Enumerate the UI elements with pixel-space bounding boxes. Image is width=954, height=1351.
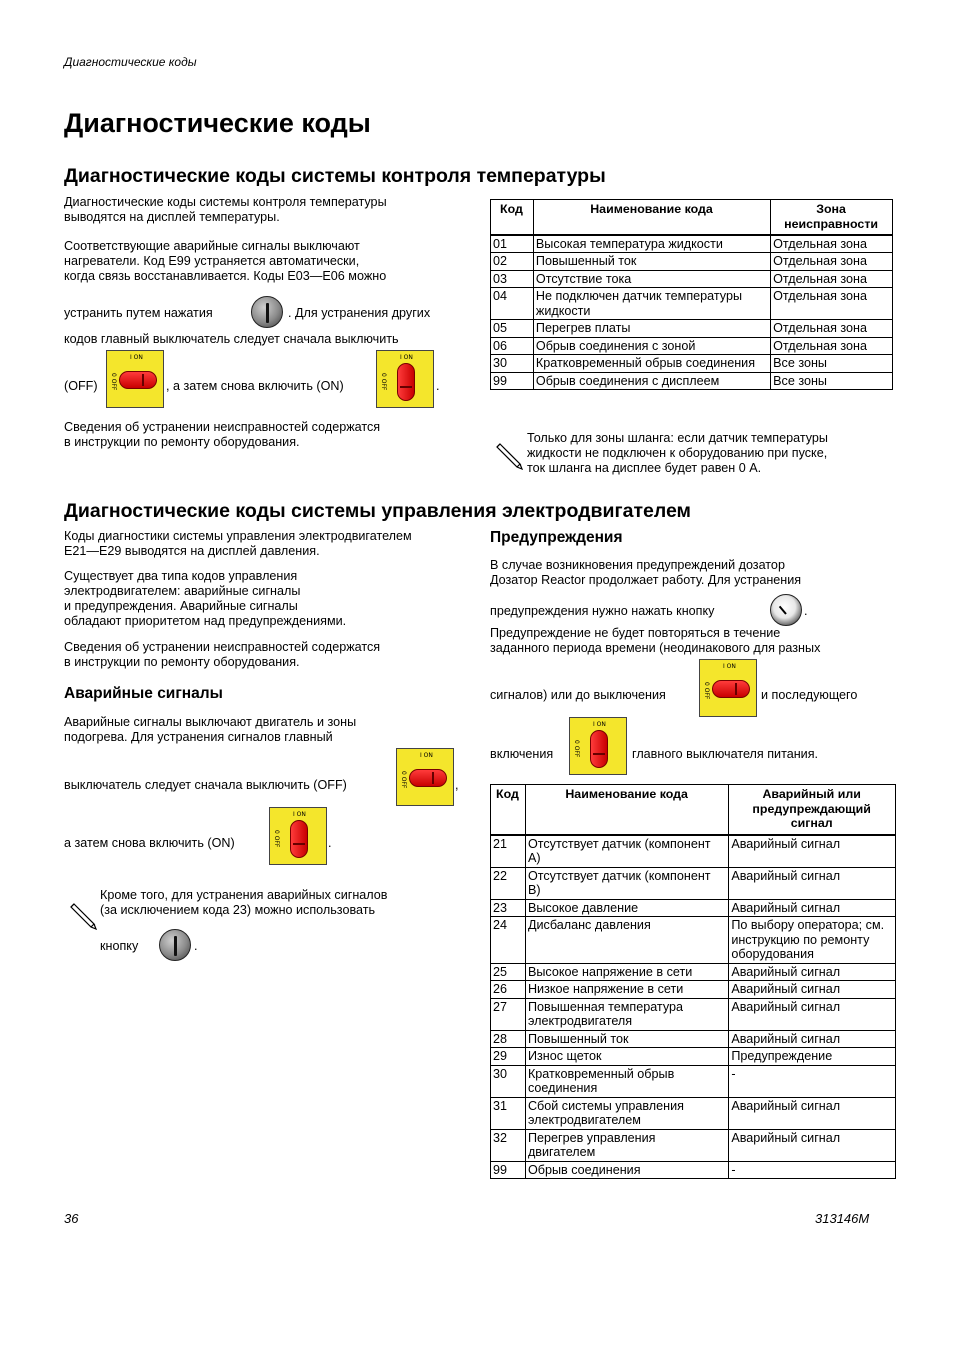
temp-reset-text-b: . Для устранения других xyxy=(288,306,431,320)
main-switch-on-icon[interactable]: I ON 0 OFF xyxy=(569,717,627,775)
temp-period: . xyxy=(436,379,440,393)
motor-codes-table xyxy=(490,784,896,1179)
gauge-button-icon[interactable] xyxy=(770,594,802,626)
table-row: 29 Износ щеток Предупреждение xyxy=(491,1048,896,1066)
alarms-on-text: а затем снова включить (ON) xyxy=(64,836,235,850)
main-switch-on-icon[interactable]: I ON 0 OFF xyxy=(269,807,327,865)
alarms-title: Аварийные сигналы xyxy=(64,685,223,702)
table-row: 02 Повышенный ток Отдельная зона xyxy=(491,253,893,271)
table-row: 30 Кратковременный обрыв соединения - xyxy=(491,1065,896,1097)
table-row: 99 Обрыв соединения с дисплеем Все зоны xyxy=(491,372,893,390)
warnings-off-text: сигналов) или до выключения xyxy=(490,688,666,702)
warnings-main-switch-text: главного выключателя питания. xyxy=(632,747,819,761)
temp-section-title: Диагностические коды системы контроля температуры xyxy=(64,165,606,187)
page-number: 36 xyxy=(64,1211,79,1226)
alarms-note: Кроме того, для устранения аварийных сигналов (за исключением кода 23) можно использовать xyxy=(100,888,388,917)
table-row: 28 Повышенный ток Аварийный сигнал xyxy=(491,1030,896,1048)
alarms-text: Аварийные сигналы выключают двигатель и зоны подогрева. Для устранения сигналов главный xyxy=(64,715,357,744)
table-row: 22 Отсутствует датчик (компонент В) Аварийный сигнал xyxy=(491,867,896,899)
table-header: Наименование кода xyxy=(533,200,770,235)
reset-knob-icon[interactable] xyxy=(251,296,283,328)
alarms-comma: , xyxy=(455,778,459,792)
table-row: 31 Сбой системы управления электродвигателем Аварийный сигнал xyxy=(491,1097,896,1129)
main-switch-off-icon[interactable]: I ON 0 OFF xyxy=(106,350,164,408)
table-row: 32 Перегрев управления двигателем Аварийный сигнал xyxy=(491,1129,896,1161)
alarms-note-period: . xyxy=(194,939,198,953)
page-title: Диагностические коды xyxy=(64,108,371,138)
table-row: 05 Перегрев платы Отдельная зона xyxy=(491,320,893,338)
pencil-note-icon xyxy=(68,900,98,930)
table-row: 27 Повышенная температура электродвигателя Аварийный сигнал xyxy=(491,998,896,1030)
table-row: 26 Низкое напряжение в сети Аварийный сигнал xyxy=(491,981,896,999)
alarms-period: . xyxy=(328,836,332,850)
warnings-title: Предупреждения xyxy=(490,529,623,546)
temp-main-switch-text: кодов главный выключатель следует сначала выключить xyxy=(64,332,399,346)
motor-section-title: Диагностические коды системы управления электродвигателем xyxy=(64,500,691,522)
alarms-note-button-text: кнопку xyxy=(100,939,139,953)
table-row: 30 Кратковременный обрыв соединения Все зоны xyxy=(491,355,893,373)
table-row: 06 Обрыв соединения с зоной Отдельная зона xyxy=(491,337,893,355)
table-header: Наименование кода xyxy=(525,785,728,835)
warnings-period: . xyxy=(804,604,808,618)
main-switch-off-icon[interactable]: I ON 0 OFF xyxy=(699,659,757,717)
doc-number: 313146M xyxy=(815,1211,870,1226)
table-row: 99 Обрыв соединения - xyxy=(491,1161,896,1179)
temp-alarm-text: Соответствующие аварийные сигналы выключают нагреватели. Код Е99 устраняется автоматически, когда связь восстанавливается. Коды Е03—Е06 можно xyxy=(64,239,387,283)
pencil-note-icon xyxy=(494,440,524,470)
temp-intro: Диагностические коды системы контроля температуры выводятся на дисплей температуры. xyxy=(64,195,387,224)
table-row: 21 Отсутствует датчик (компонент А) Аварийный сигнал xyxy=(491,835,896,868)
table-row: 25 Высокое напряжение в сети Аварийный сигнал xyxy=(491,963,896,981)
table-row: 23 Высокое давление Аварийный сигнал xyxy=(491,899,896,917)
table-header: Код xyxy=(491,785,526,835)
temp-off-text: (OFF) xyxy=(64,379,98,393)
temp-reset-text-a: устранить путем нажатия xyxy=(64,306,213,320)
table-row: 24 Дисбаланс давления По выбору оператора; см. инструкцию по ремонту оборудования xyxy=(491,917,896,964)
motor-repair-note: Сведения об устранении неисправностей содержатся в инструкции по ремонту оборудования. xyxy=(64,640,381,669)
table-header: Код xyxy=(491,200,534,235)
temp-on-text: , а затем снова включить (ON) xyxy=(166,379,344,393)
table-row: 03 Отсутствие тока Отдельная зона xyxy=(491,270,893,288)
temp-codes-table xyxy=(490,199,893,390)
table-row: 04 Не подключен датчик температуры жидкости Отдельная зона xyxy=(491,288,893,320)
table-row: 01 Высокая температура жидкости Отдельная зона xyxy=(491,235,893,253)
warnings-on-text: включения xyxy=(490,747,554,761)
warnings-repeat-text: Предупреждение не будет повторяться в течение заданного периода времени (неодинакового для разных xyxy=(490,626,821,655)
hose-note: Только для зоны шланга: если датчик температуры жидкости не подключен к оборудованию при пуске, ток шланга на дисплее будет равен 0 А. xyxy=(527,431,828,475)
main-switch-off-icon[interactable]: I ON 0 OFF xyxy=(396,748,454,806)
warnings-button-text: предупреждения нужно нажать кнопку xyxy=(490,604,715,618)
motor-types-text: Существует два типа кодов управления электродвигателем: аварийные сигналы и предупреждения. Аварийные сигналы обладают приоритетом над предупреждениями. xyxy=(64,569,347,628)
table-header: Аварийный или предупреждающий сигнал xyxy=(729,785,896,835)
motor-intro: Коды диагностики системы управления электродвигателем Е21—Е29 выводятся на дисплей давления. xyxy=(64,529,412,558)
alarms-off-text: выключатель следует сначала выключить (OFF) xyxy=(64,778,347,792)
warnings-subsequent-text: и последующего xyxy=(761,688,858,702)
reset-knob-icon[interactable] xyxy=(159,929,191,961)
warnings-text: В случае возникновения предупреждений дозатор Дозатор Reactor продолжает работу. Для устранения xyxy=(490,558,802,587)
temp-repair-note: Сведения об устранении неисправностей содержатся в инструкции по ремонту оборудования. xyxy=(64,420,381,449)
table-header: Зона неисправности xyxy=(771,200,893,235)
main-switch-on-icon[interactable]: I ON 0 OFF xyxy=(376,350,434,408)
running-header: Диагностические коды xyxy=(64,55,197,69)
